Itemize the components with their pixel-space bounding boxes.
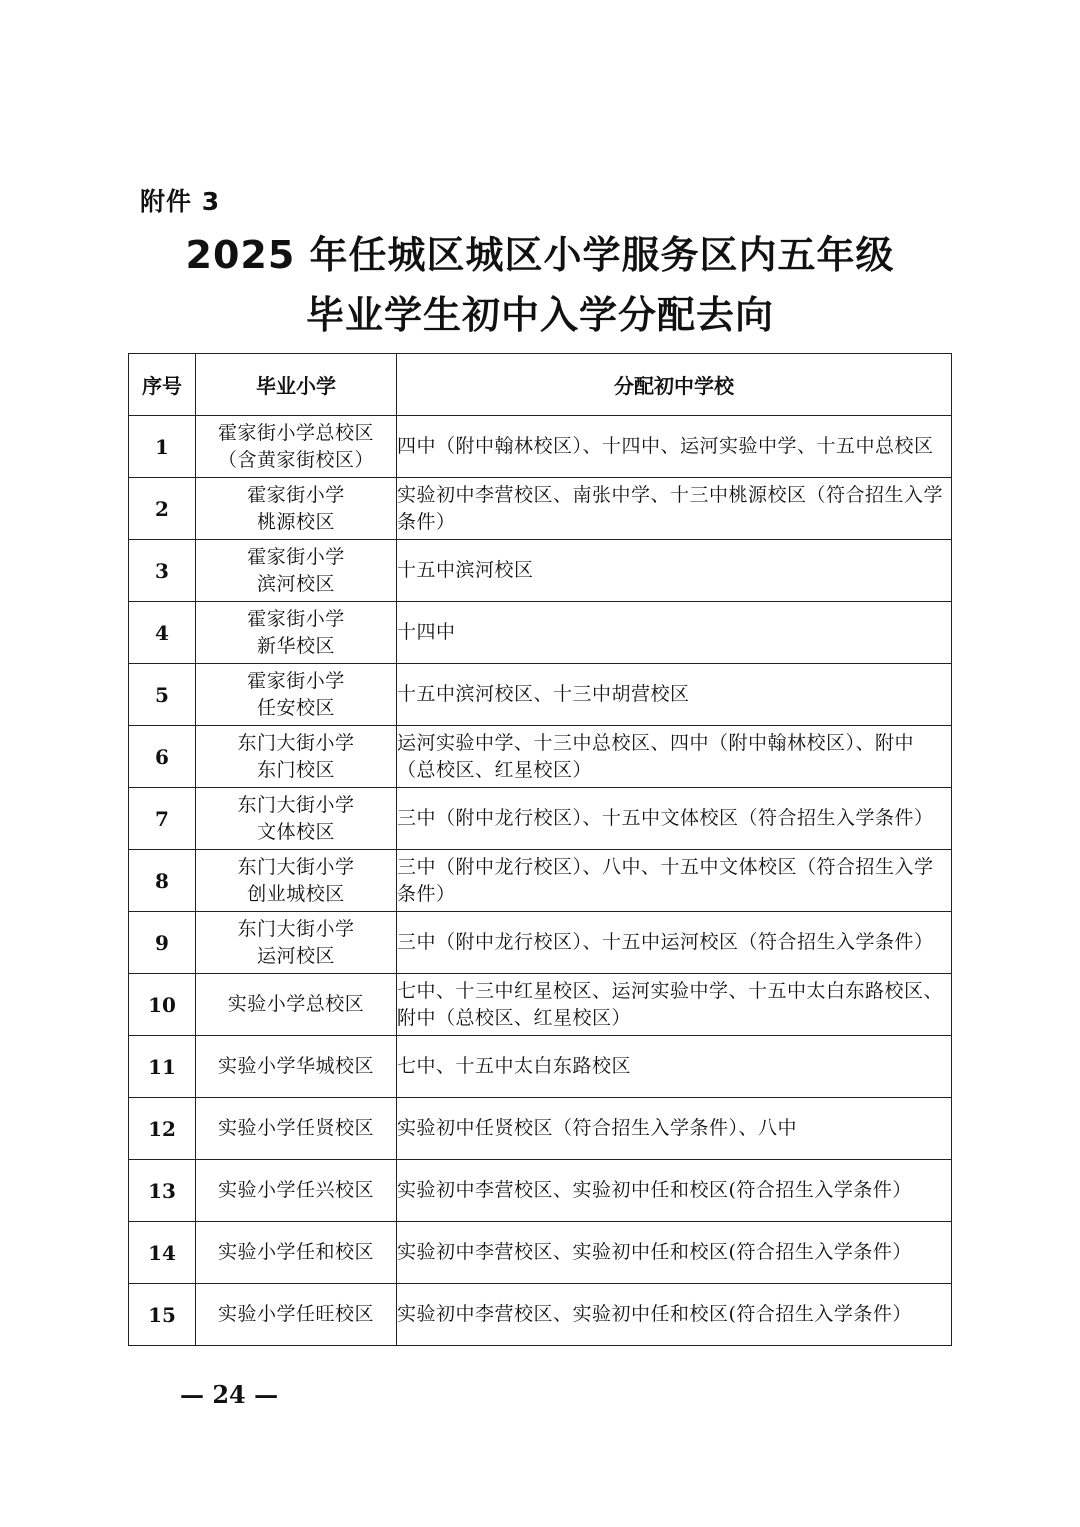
row-seq-cell: 1 (129, 416, 196, 478)
table-row (129, 1284, 952, 1346)
row-destination-cell: 十五中滨河校区 (397, 540, 952, 602)
table-row (129, 1160, 952, 1222)
row-seq-cell: 15 (129, 1284, 196, 1346)
row-school-cell: 东门大街小学 运河校区 (196, 912, 397, 974)
table-row (129, 788, 952, 850)
header-destination: 分配初中学校 (397, 354, 952, 416)
row-seq-cell: 13 (129, 1160, 196, 1222)
table-row (129, 1036, 952, 1098)
row-destination-cell: 三中（附中龙行校区）、十五中文体校区（符合招生入学条件） (397, 788, 952, 850)
row-seq-cell: 4 (129, 602, 196, 664)
row-seq-cell: 2 (129, 478, 196, 540)
row-school-cell: 东门大街小学 东门校区 (196, 726, 397, 788)
row-seq-cell: 10 (129, 974, 196, 1036)
row-destination-cell: 三中（附中龙行校区）、十五中运河校区（符合招生入学条件） (397, 912, 952, 974)
table-row (129, 478, 952, 540)
document-title-line-1: 2025 年任城区城区小学服务区内五年级 (185, 233, 895, 277)
row-destination-cell: 实验初中李营校区、实验初中任和校区(符合招生入学条件） (397, 1160, 952, 1222)
table-row (129, 974, 952, 1036)
row-destination-cell: 三中（附中龙行校区）、八中、十五中文体校区（符合招生入学条件） (397, 850, 952, 912)
row-school-cell: 实验小学任和校区 (196, 1222, 397, 1284)
row-destination-cell: 四中（附中翰林校区）、十四中、运河实验中学、十五中总校区 (397, 416, 952, 478)
table-row (129, 912, 952, 974)
row-school-cell: 实验小学总校区 (196, 974, 397, 1036)
table-row (129, 1222, 952, 1284)
attachment-label: 附件 3 (140, 187, 221, 216)
table-row (129, 540, 952, 602)
row-destination-cell: 七中、十五中太白东路校区 (397, 1036, 952, 1098)
row-seq-cell: 6 (129, 726, 196, 788)
row-destination-cell: 十四中 (397, 602, 952, 664)
row-destination-cell: 运河实验中学、十三中总校区、四中（附中翰林校区）、附中（总校区、红星校区） (397, 726, 952, 788)
row-school-cell: 实验小学任旺校区 (196, 1284, 397, 1346)
row-destination-cell: 实验初中任贤校区（符合招生入学条件）、八中 (397, 1098, 952, 1160)
row-school-cell: 霍家街小学总校区 （含黄家街校区） (196, 416, 397, 478)
row-destination-cell: 七中、十三中红星校区、运河实验中学、十五中太白东路校区、附中（总校区、红星校区） (397, 974, 952, 1036)
row-seq-cell: 8 (129, 850, 196, 912)
row-destination-cell: 十五中滨河校区、十三中胡营校区 (397, 664, 952, 726)
allocation-table (128, 353, 952, 1346)
table-body (129, 416, 952, 1346)
header-school: 毕业小学 (196, 354, 397, 416)
table-row (129, 850, 952, 912)
table-row (129, 1098, 952, 1160)
document-title-line-2: 毕业学生初中入学分配去向 (305, 293, 774, 337)
table-row (129, 602, 952, 664)
row-seq-cell: 11 (129, 1036, 196, 1098)
row-school-cell: 霍家街小学 桃源校区 (196, 478, 397, 540)
row-school-cell: 霍家街小学 新华校区 (196, 602, 397, 664)
row-seq-cell: 14 (129, 1222, 196, 1284)
row-school-cell: 实验小学任兴校区 (196, 1160, 397, 1222)
table-header-row (129, 354, 952, 416)
table-row (129, 664, 952, 726)
row-school-cell: 东门大街小学 文体校区 (196, 788, 397, 850)
row-seq-cell: 7 (129, 788, 196, 850)
row-seq-cell: 5 (129, 664, 196, 726)
row-school-cell: 实验小学华城校区 (196, 1036, 397, 1098)
row-school-cell: 实验小学任贤校区 (196, 1098, 397, 1160)
row-seq-cell: 3 (129, 540, 196, 602)
header-seq: 序号 (129, 354, 196, 416)
row-school-cell: 东门大街小学 创业城校区 (196, 850, 397, 912)
row-destination-cell: 实验初中李营校区、实验初中任和校区(符合招生入学条件） (397, 1222, 952, 1284)
row-seq-cell: 12 (129, 1098, 196, 1160)
row-destination-cell: 实验初中李营校区、实验初中任和校区(符合招生入学条件） (397, 1284, 952, 1346)
row-seq-cell: 9 (129, 912, 196, 974)
row-destination-cell: 实验初中李营校区、南张中学、十三中桃源校区（符合招生入学条件） (397, 478, 952, 540)
row-school-cell: 霍家街小学 任安校区 (196, 664, 397, 726)
row-school-cell: 霍家街小学 滨河校区 (196, 540, 397, 602)
table-row (129, 416, 952, 478)
page-number: — 24 — (180, 1380, 279, 1409)
table-row (129, 726, 952, 788)
